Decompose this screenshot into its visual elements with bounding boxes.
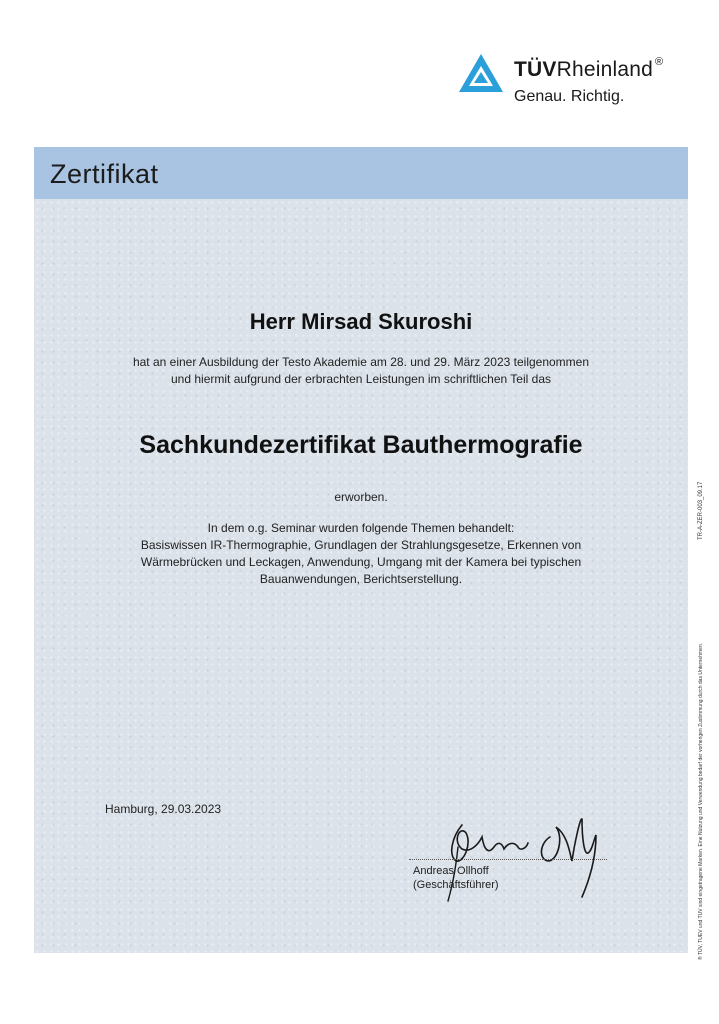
registered-mark: ® bbox=[654, 56, 664, 68]
tuv-rheinland-logo bbox=[457, 48, 697, 112]
logo-brand-rheinland: Rheinland bbox=[556, 58, 653, 81]
topics-line: Wärmebrücken und Leckagen, Anwendung, Umgang mit der Kamera bei typischen bbox=[140, 555, 582, 569]
document-code: TR-A-ZER-003_09.17 bbox=[698, 481, 704, 540]
intro-line: und hiermit aufgrund der erbrachten Leistungen im schriftlichen Teil das bbox=[171, 372, 551, 386]
tuv-triangle-icon bbox=[457, 52, 505, 94]
trademark-note: ® TÜV, TUEV und TUV sind eingetragene Marken. Eine Nutzung und Verwendung bedarf der vorherigen Zustimmung durch das Unternehmen. bbox=[698, 642, 704, 960]
logo-brand-tuv: TÜV bbox=[514, 58, 557, 81]
topics-line: In dem o.g. Seminar wurden folgende Themen behandelt: bbox=[207, 521, 515, 535]
topics-line: Basiswissen IR-Thermographie, Grundlagen der Strahlungsgesetze, Erkennen von bbox=[140, 538, 582, 552]
certificate-body bbox=[34, 199, 688, 953]
place-date: Hamburg, 29.03.2023 bbox=[105, 802, 222, 816]
logo-tagline: Genau. Richtig. bbox=[514, 88, 625, 105]
topics-text bbox=[34, 520, 688, 588]
acquired-text: erworben. bbox=[334, 490, 388, 504]
signature-line bbox=[409, 859, 607, 860]
certificate-title: Sachkundezertifikat Bauthermografie bbox=[139, 431, 583, 459]
logo-brand-name bbox=[514, 58, 663, 82]
recipient-name: Herr Mirsad Skuroshi bbox=[249, 309, 473, 334]
signer-role: (Geschäftsführer) bbox=[413, 879, 499, 891]
header-bar bbox=[34, 147, 688, 199]
signer-name: Andreas Ollhoff bbox=[413, 865, 489, 877]
page-title: Zertifikat bbox=[50, 159, 159, 189]
topics-line: Bauanwendungen, Berichtserstellung. bbox=[259, 572, 463, 586]
intro-line: hat an einer Ausbildung der Testo Akademie am 28. und 29. März 2023 teilgenommen bbox=[132, 355, 590, 369]
intro-text bbox=[34, 354, 688, 388]
